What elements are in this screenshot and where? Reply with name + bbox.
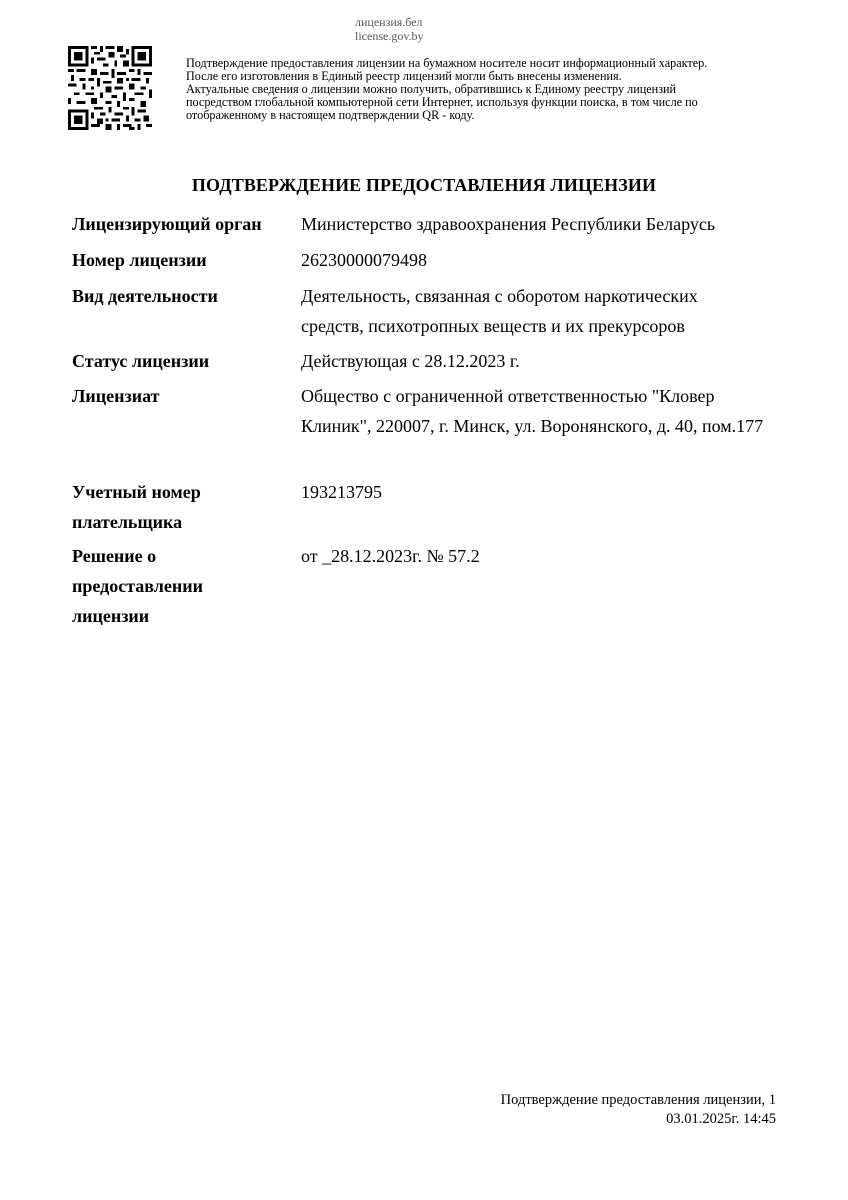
disclaimer xyxy=(186,57,806,122)
field-value: Деятельность, связанная с оборотом наркотических средств, психотропных веществ и их прекурсоров xyxy=(301,286,698,336)
site-link-by: лицензия.бел xyxy=(355,15,423,29)
field-value: 26230000079498 xyxy=(301,250,427,270)
disclaimer-line: посредством глобальной компьютерной сети Интернет, используя функции поиска, в том числе по xyxy=(186,95,698,109)
site-link-gov: license.gov.by xyxy=(355,29,424,43)
field-label: Вид деятельности xyxy=(72,286,218,306)
field-value: от _28.12.2023г. № 57.2 xyxy=(301,546,480,566)
footer-timestamp: 03.01.2025г. 14:45 xyxy=(666,1111,776,1127)
disclaimer-line: Подтверждение предоставления лицензии на бумажном носителе носит информационный характер. xyxy=(186,56,708,70)
field-label: Лицензирующий орган xyxy=(72,214,262,234)
field-value: Действующая с 28.12.2023 г. xyxy=(301,351,520,371)
field-value: Общество с ограниченной ответственностью "Кловер Клиник", 220007, г. Минск, ул. Воронянского, д. 40, пом.177 xyxy=(301,386,764,436)
page-title: ПОДТВЕРЖДЕНИЕ ПРЕДОСТАВЛЕНИЯ ЛИЦЕНЗИИ xyxy=(191,175,657,195)
field-value: 193213795 xyxy=(301,482,382,502)
disclaimer-line: Актуальные сведения о лицензии можно получить, обратившись к Единому реестру лицензий xyxy=(186,82,677,96)
field-label: Лицензиат xyxy=(72,386,160,406)
page-footer xyxy=(501,1091,776,1129)
field-value: Министерство здравоохранения Республики Беларусь xyxy=(301,214,716,234)
qr-code-icon xyxy=(68,46,152,130)
footer-page-info: Подтверждение предоставления лицензии, 1 xyxy=(500,1092,776,1108)
field-label: Решение о предоставлении лицензии xyxy=(72,546,203,626)
disclaimer-line: После его изготовления в Единый реестр лицензий могли быть внесены изменения. xyxy=(186,69,622,83)
field-label: Статус лицензии xyxy=(72,351,210,371)
disclaimer-line: отображенному в настоящем подтверждении QR - коду. xyxy=(186,108,475,122)
field-label: Номер лицензии xyxy=(72,250,207,270)
field-label: Учетный номер плательщика xyxy=(72,482,201,532)
site-links xyxy=(355,15,424,43)
